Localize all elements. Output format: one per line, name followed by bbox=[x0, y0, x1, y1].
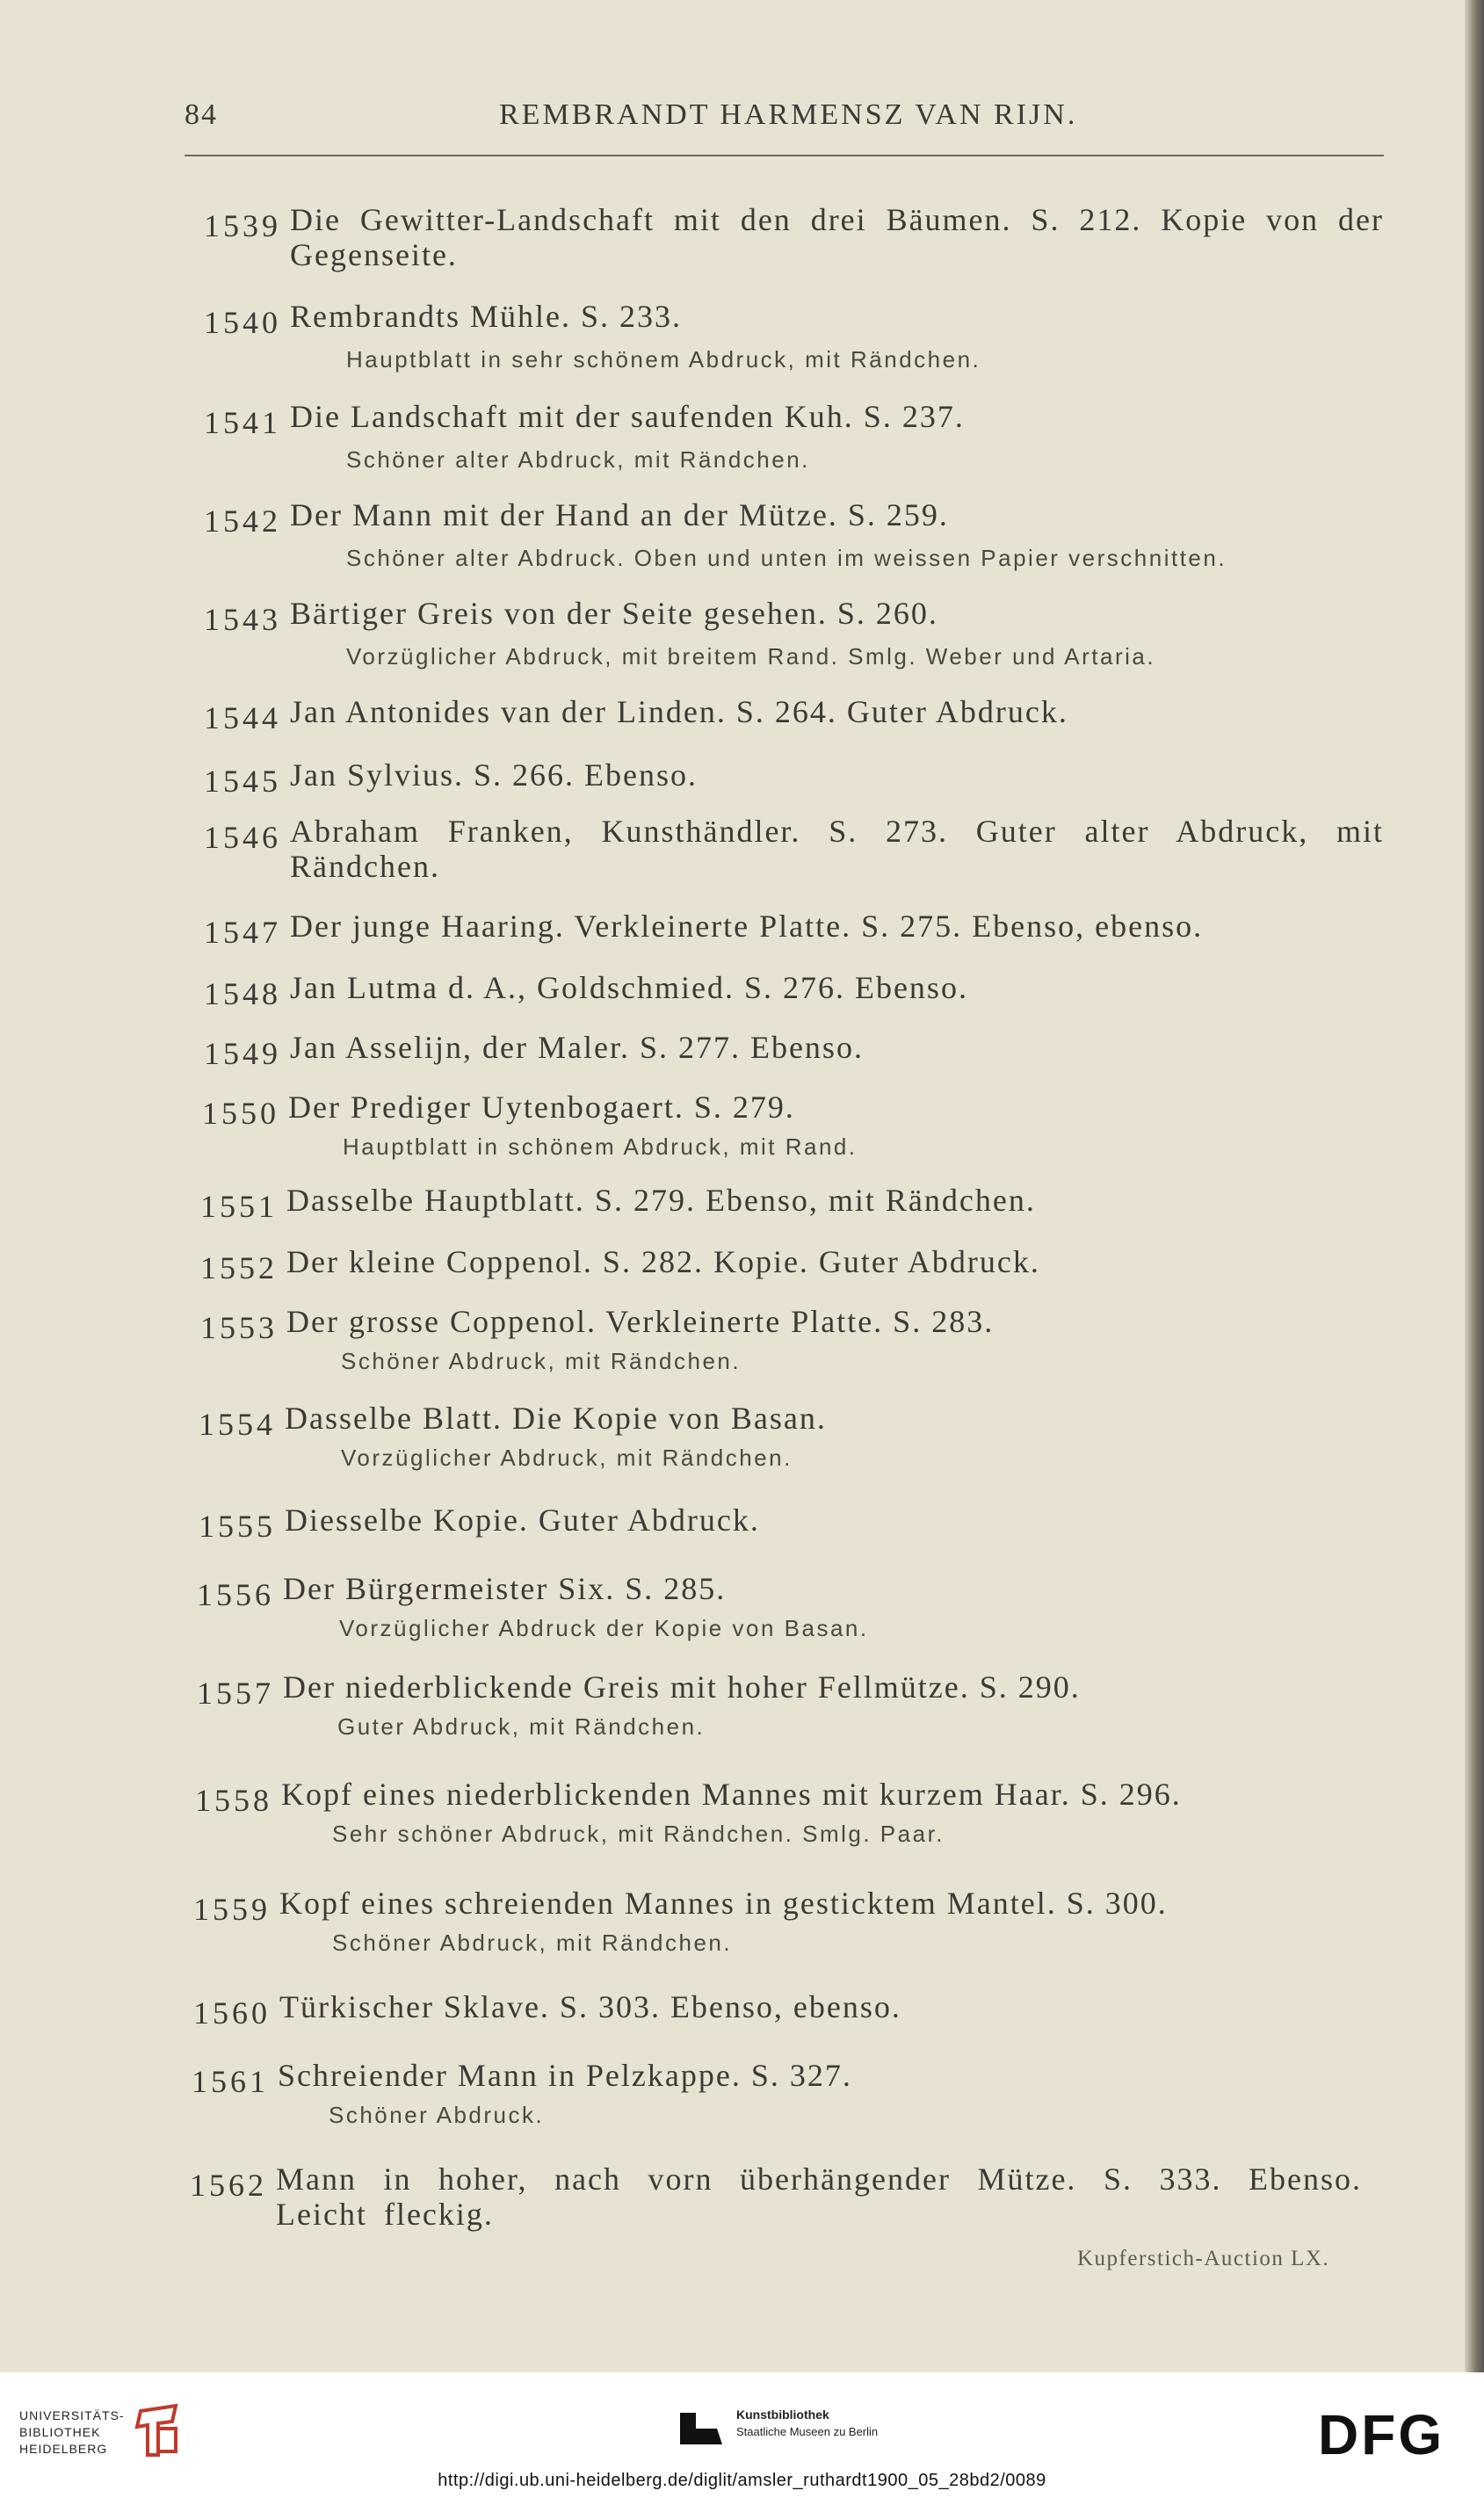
university-logo-line: BIBLIOTHEK bbox=[19, 2425, 101, 2439]
running-title: REMBRANDT HARMENSZ VAN RIJN. bbox=[499, 98, 1078, 131]
entry-number: 1541 bbox=[204, 405, 281, 440]
entry-note: Schöner Abdruck, mit Rändchen. bbox=[332, 1930, 733, 1956]
entry-number: 1557 bbox=[197, 1676, 274, 1711]
entry-title: Dasselbe Hauptblatt. S. 279. Ebenso, mit Rändchen. bbox=[286, 1183, 1036, 1218]
entry-note: Schöner alter Abdruck. Oben und unten im weissen Papier verschnitten. bbox=[346, 545, 1227, 571]
entry-note: Sehr schöner Abdruck, mit Rändchen. Smlg. Paar. bbox=[332, 1821, 945, 1847]
entry-title: Türkischer Sklave. S. 303. Ebenso, ebenso. bbox=[279, 1989, 901, 2024]
entry-number: 1550 bbox=[202, 1096, 279, 1131]
page-edge-shadow bbox=[1465, 0, 1484, 2372]
entry-number: 1562 bbox=[190, 2168, 267, 2203]
entry-title: Abraham Franken, Kunsthändler. S. 273. Guter alter Abdruck, mit Rändchen. bbox=[290, 814, 1384, 884]
entry-title: Kopf eines schreienden Mannes in gesticktem Mantel. S. 300. bbox=[279, 1886, 1168, 1921]
entry-note: Hauptblatt in sehr schönem Abdruck, mit Rändchen. bbox=[346, 346, 981, 373]
entry-title: Jan Asselijn, der Maler. S. 277. Ebenso. bbox=[290, 1030, 864, 1065]
entry-title: Der Mann mit der Hand an der Mütze. S. 259. bbox=[290, 497, 949, 532]
entry-number: 1542 bbox=[204, 503, 281, 539]
entry-number: 1545 bbox=[204, 764, 281, 799]
kunstbibliothek-icon bbox=[677, 2404, 726, 2453]
digitization-footer bbox=[0, 2372, 1484, 2498]
entry-number: 1554 bbox=[199, 1407, 276, 1442]
entry-title: Jan Sylvius. S. 266. Ebenso. bbox=[290, 757, 699, 793]
running-head bbox=[0, 98, 1466, 151]
entry-number: 1552 bbox=[200, 1250, 278, 1285]
entry-number: 1560 bbox=[193, 1995, 271, 2031]
entry-title: Dasselbe Blatt. Die Kopie von Basan. bbox=[285, 1401, 827, 1436]
entry-title: Jan Antonides van der Linden. S. 264. Guter Abdruck. bbox=[290, 694, 1068, 729]
entry-number: 1553 bbox=[200, 1310, 278, 1345]
entry-number: 1551 bbox=[200, 1189, 278, 1224]
entry-title: Die Landschaft mit der saufenden Kuh. S. 237. bbox=[290, 399, 965, 434]
entry-title: Diesselbe Kopie. Guter Abdruck. bbox=[285, 1502, 760, 1538]
university-mark-icon bbox=[132, 2402, 185, 2458]
entry-number: 1547 bbox=[204, 915, 281, 950]
entry-number: 1546 bbox=[204, 820, 281, 855]
entry-title: Bärtiger Greis von der Seite gesehen. S. 260. bbox=[290, 596, 938, 631]
entry-number: 1555 bbox=[199, 1509, 276, 1544]
entry-title: Der Prediger Uytenbogaert. S. 279. bbox=[288, 1090, 795, 1125]
library-subtitle: Staatliche Museen zu Berlin bbox=[736, 2425, 879, 2438]
entry-number: 1540 bbox=[204, 305, 281, 340]
entry-note: Vorzüglicher Abdruck, mit breitem Rand. Smlg. Weber und Artaria. bbox=[346, 643, 1156, 670]
university-library-logo bbox=[19, 2407, 125, 2458]
catalogue-footer-note: Kupferstich-Auction LX. bbox=[1077, 2247, 1330, 2270]
entry-number: 1544 bbox=[204, 700, 281, 735]
permalink-url[interactable]: http://digi.ub.uni-heidelberg.de/diglit/amsler_ruthardt1900_05_28bd2/0089 bbox=[438, 2471, 1046, 2490]
entry-note: Guter Abdruck, mit Rändchen. bbox=[337, 1713, 706, 1740]
entry-title: Der grosse Coppenol. Verkleinerte Platte. S. 283. bbox=[286, 1304, 995, 1339]
entry-title: Der niederblickende Greis mit hoher Fellmütze. S. 290. bbox=[283, 1669, 1081, 1705]
entry-number: 1561 bbox=[192, 2064, 269, 2099]
entry-note: Schöner alter Abdruck, mit Rändchen. bbox=[346, 446, 810, 473]
university-logo-line: UNIVERSITÄTS- bbox=[19, 2408, 125, 2422]
entry-title: Der Bürgermeister Six. S. 285. bbox=[283, 1571, 727, 1606]
entry-title: Die Gewitter-Landschaft mit den drei Bäumen. S. 212. Kopie von der Gegenseite. bbox=[290, 202, 1384, 272]
entry-title: Kopf eines niederblickenden Mannes mit kurzem Haar. S. 296. bbox=[281, 1777, 1182, 1812]
university-logo-line: HEIDELBERG bbox=[19, 2442, 108, 2456]
entry-title: Der kleine Coppenol. S. 282. Kopie. Guter Abdruck. bbox=[286, 1244, 1040, 1279]
entry-number: 1543 bbox=[204, 602, 281, 637]
entry-number: 1548 bbox=[204, 976, 281, 1011]
entry-title: Der junge Haaring. Verkleinerte Platte. S. 275. Ebenso, ebenso. bbox=[290, 909, 1204, 944]
entry-note: Vorzüglicher Abdruck, mit Rändchen. bbox=[341, 1444, 793, 1471]
entry-note: Schöner Abdruck, mit Rändchen. bbox=[341, 1348, 742, 1374]
page-number: 84 bbox=[185, 98, 218, 131]
entry-number: 1559 bbox=[193, 1892, 271, 1927]
entry-number: 1558 bbox=[195, 1783, 272, 1818]
entry-number: 1539 bbox=[204, 208, 281, 243]
entry-title: Jan Lutma d. A., Goldschmied. S. 276. Ebenso. bbox=[290, 970, 968, 1005]
entry-title: Mann in hoher, nach vorn überhängender Mütze. S. 333. Ebenso. Leicht fleckig. bbox=[276, 2161, 1362, 2232]
entry-title: Rembrandts Mühle. S. 233. bbox=[290, 299, 682, 334]
entry-number: 1556 bbox=[197, 1577, 274, 1612]
entry-number: 1549 bbox=[204, 1036, 281, 1071]
dfg-logo: DFG bbox=[1318, 2403, 1445, 2466]
header-rule bbox=[185, 155, 1384, 156]
entry-note: Vorzüglicher Abdruck der Kopie von Basan. bbox=[339, 1615, 869, 1641]
entry-title: Schreiender Mann in Pelzkappe. S. 327. bbox=[278, 2058, 852, 2093]
library-name: Kunstbibliothek bbox=[736, 2407, 829, 2422]
entry-note: Hauptblatt in schönem Abdruck, mit Rand. bbox=[343, 1133, 858, 1160]
entry-note: Schöner Abdruck. bbox=[329, 2102, 545, 2128]
